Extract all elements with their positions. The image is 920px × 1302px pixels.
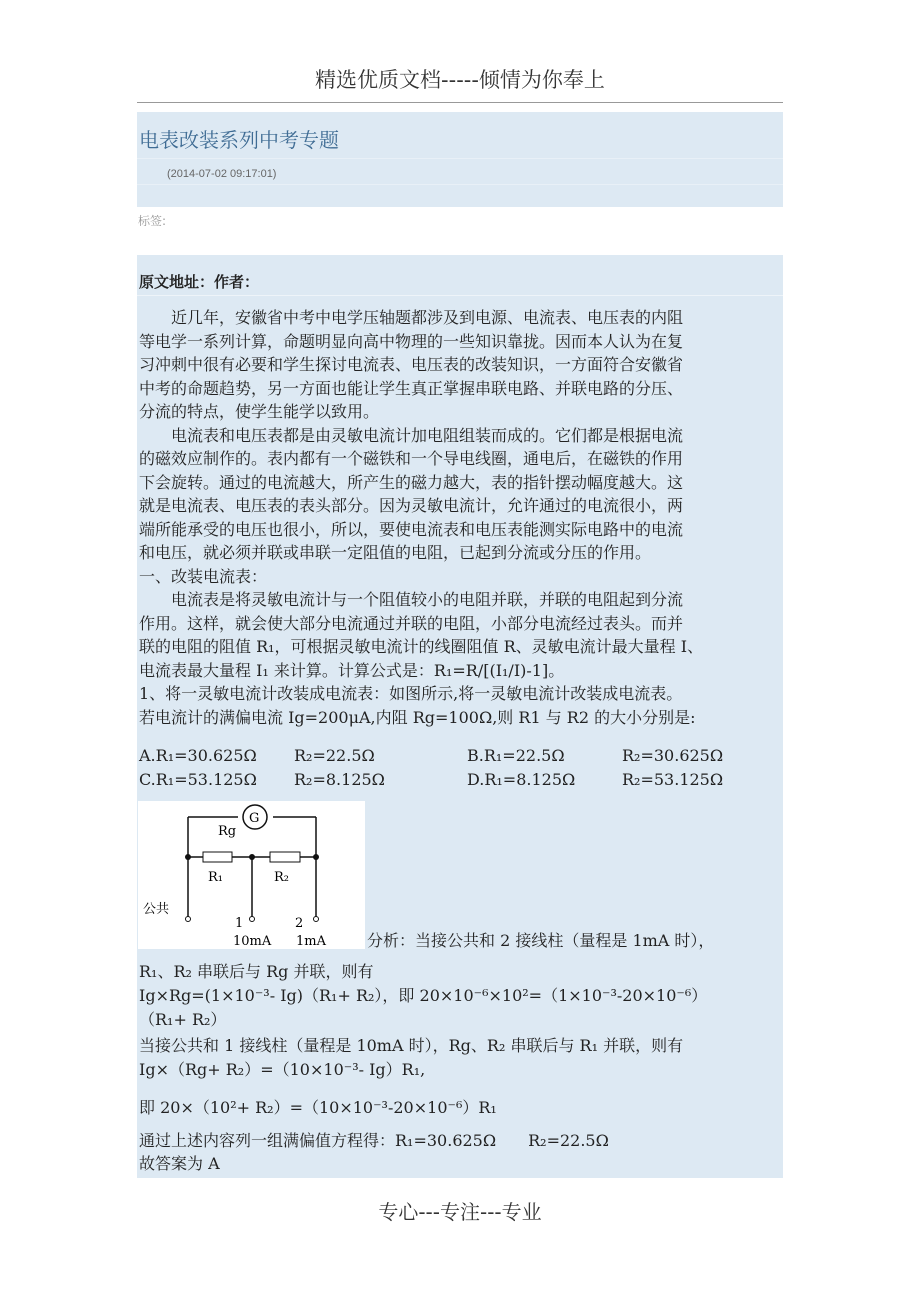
circuit-diagram (138, 801, 365, 949)
analysis-line: 即 20×（10²+ R₂）=（10×10⁻³-20×10⁻⁶）R₁ (139, 1098, 497, 1117)
text-line: 就是电流表、电压表的表头部分。因为灵敏电流计，允许通过的电流很小，两 (139, 496, 684, 515)
page-header: 精选优质文档-----倾情为你奉上 (315, 68, 605, 92)
text-line: 等电学一系列计算，命题明显向高中物理的一些知识靠拢。因而本人认为在复 (139, 331, 684, 351)
answer-option: C.R₁=53.125Ω (139, 770, 257, 789)
text-line: 一、改装电流表： (139, 566, 268, 586)
answer-option: B.R₁=22.5Ω (467, 746, 565, 765)
label-r2: R₂ (274, 870, 289, 885)
text-line: 电流表最大量程 I₁ 来计算。计算公式是：R₁=R/[(I₁/I)-1]。 (139, 660, 565, 680)
answer-option: R₂=8.125Ω (294, 770, 385, 789)
resistor-r1 (203, 852, 232, 862)
tags-label: 标签: (138, 214, 167, 228)
analysis-line: 当接公共和 1 接线柱（量程是 10mA 时），Rg、R₂ 串联后与 R₁ 并联，则有 (139, 1036, 684, 1055)
answer-option: A.R₁=30.625Ω (139, 746, 257, 765)
analysis-line: Ig×（Rg+ R₂）=（10×10⁻³- Ig）R₁, (139, 1060, 426, 1079)
source-label: 原文地址：作者： (139, 273, 260, 291)
analysis-line: 分析：当接公共和 2 接线柱（量程是 1mA 时）， (367, 931, 715, 950)
label-r1: R₁ (208, 870, 223, 885)
answer-option: D.R₁=8.125Ω (467, 770, 576, 789)
header-divider (137, 102, 783, 103)
text-line: 1、将一灵敏电流计改装成电流表：如图所示,将一灵敏电流计改装成电流表。 (139, 684, 683, 703)
text-line: 习冲刺中很有必要和学生探讨电流表、电压表的改装知识，一方面符合安徽省 (139, 355, 684, 374)
text-line: 联的电阻的阻值 R₁，可根据灵敏电流计的线圈阻值 R、灵敏电流计最大量程 I、 (139, 637, 704, 656)
article-date: (2014-07-02 09:17:01) (167, 168, 277, 180)
article-title: 电表改装系列中考专题 (139, 128, 339, 152)
text-line: 中考的命题趋势，另一方面也能让学生真正掌握串联电路、并联电路的分压、 (139, 378, 684, 398)
answer-option: R₂=22.5Ω (294, 746, 375, 765)
analysis-line: Ig×Rg=(1×10⁻³- Ig)（R₁+ R₂），即 20×10⁻⁶×10²=（1×10⁻³-20×10⁻⁶） (139, 986, 708, 1005)
title-box (137, 112, 783, 207)
analysis-line: R₁、R₂ 串联后与 Rg 并联，则有 (139, 962, 374, 981)
text-line: 下会旋转。通过的电流越大，所产生的磁力越大，表的指针摆动幅度越大。这 (139, 472, 684, 492)
label-terminal-2: 2 (295, 916, 304, 931)
label-common: 公共 (143, 902, 170, 917)
text-line: 电流表是将灵敏电流计与一个阻值较小的电阻并联，并联的电阻起到分流 (139, 590, 684, 609)
label-10ma: 10mA (233, 934, 272, 949)
analysis-line: （R₁+ R₂） (139, 1010, 227, 1029)
label-g: G (249, 811, 260, 826)
answer-option: R₂=30.625Ω (622, 746, 724, 765)
text-line: 电流表和电压表都是由灵敏电流计加电阻组装而成的。它们都是根据电流 (139, 425, 684, 445)
analysis-line: 故答案为 A (139, 1154, 220, 1173)
answer-option: R₂=53.125Ω (622, 770, 724, 789)
article-content (137, 255, 783, 1178)
text-line: 端所能承受的电压也很小，所以，要使电流表和电压表能测实际电路中的电流 (139, 519, 684, 539)
page-footer: 专心---专注---专业 (378, 1200, 542, 1224)
label-1ma: 1mA (296, 934, 326, 949)
label-rg: Rg (218, 824, 237, 839)
text-line: 若电流计的满偏电流 Ig=200μA,内阻 Rg=100Ω,则 R1 与 R2 的大小分别是: (139, 707, 696, 727)
label-terminal-1: 1 (235, 916, 244, 931)
text-line: 作用。这样，就会使大部分电流通过并联的电阻，小部分电流经过表头。而并 (139, 613, 684, 633)
divider (137, 158, 783, 159)
divider (137, 295, 783, 296)
text-line: 的磁效应制作的。表内都有一个磁铁和一个导电线圈，通电后，在磁铁的作用 (139, 449, 684, 468)
text-line: 分流的特点，使学生能学以致用。 (139, 402, 380, 421)
resistor-r2 (270, 852, 300, 862)
divider (137, 184, 783, 185)
analysis-line: 通过上述内容列一组满偏值方程得：R₁=30.625Ω R₂=22.5Ω (139, 1131, 609, 1150)
text-line: 近几年，安徽省中考中电学压轴题都涉及到电源、电流表、电压表的内阻 (139, 308, 684, 327)
text-line: 和电压，就必须并联或串联一定阻值的电阻，已起到分流或分压的作用。 (139, 543, 652, 562)
